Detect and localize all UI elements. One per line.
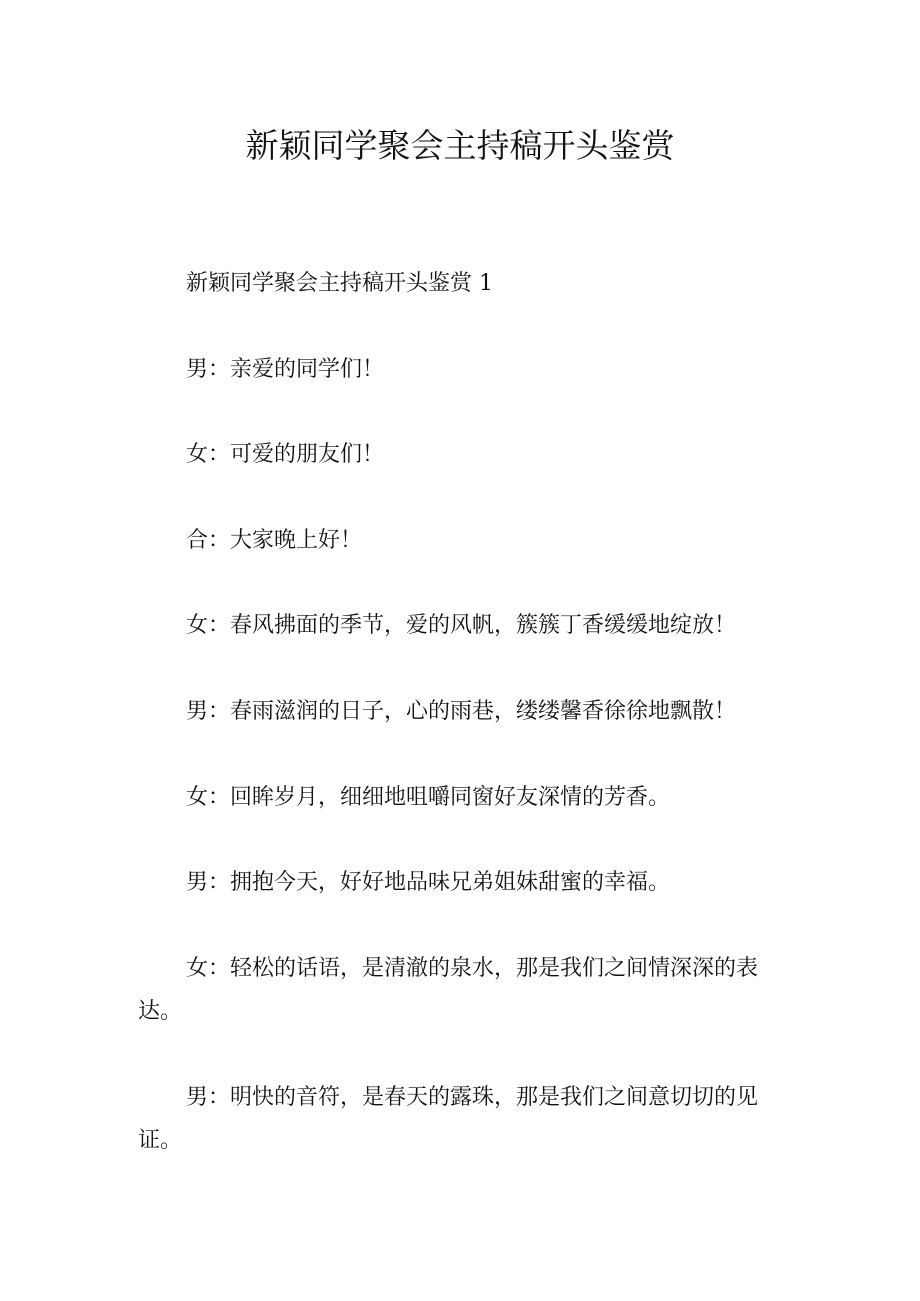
- document-title: 新颖同学聚会主持稿开头鉴赏: [245, 126, 675, 165]
- paragraph-5: 女：春风拂面的季节，爱的风帆，簇簇丁香缓缓地绽放！: [186, 613, 737, 638]
- paragraph-3: 女：可爱的朋友们！: [186, 442, 385, 467]
- paragraph-10: 男：明快的音符，是春天的露珠，那是我们之间意切切的见证。: [138, 1085, 759, 1153]
- paragraph-9: 女：轻松的话语，是清澈的泉水，那是我们之间情深深的表达。: [138, 956, 759, 1024]
- paragraph-8: 男：拥抱今天，好好地品味兄弟姐妹甜蜜的幸福。: [186, 870, 671, 895]
- paragraph-7: 女：回眸岁月，细细地咀嚼同窗好友深情的芳香。: [186, 785, 671, 810]
- paragraph-6: 男：春雨滋润的日子，心的雨巷，缕缕馨香徐徐地飘散！: [186, 699, 737, 724]
- paragraph-2: 男：亲爱的同学们！: [186, 357, 385, 382]
- paragraph-4: 合：大家晚上好！: [186, 528, 363, 553]
- paragraph-1: 新颖同学聚会主持稿开头鉴赏 1: [186, 271, 493, 296]
